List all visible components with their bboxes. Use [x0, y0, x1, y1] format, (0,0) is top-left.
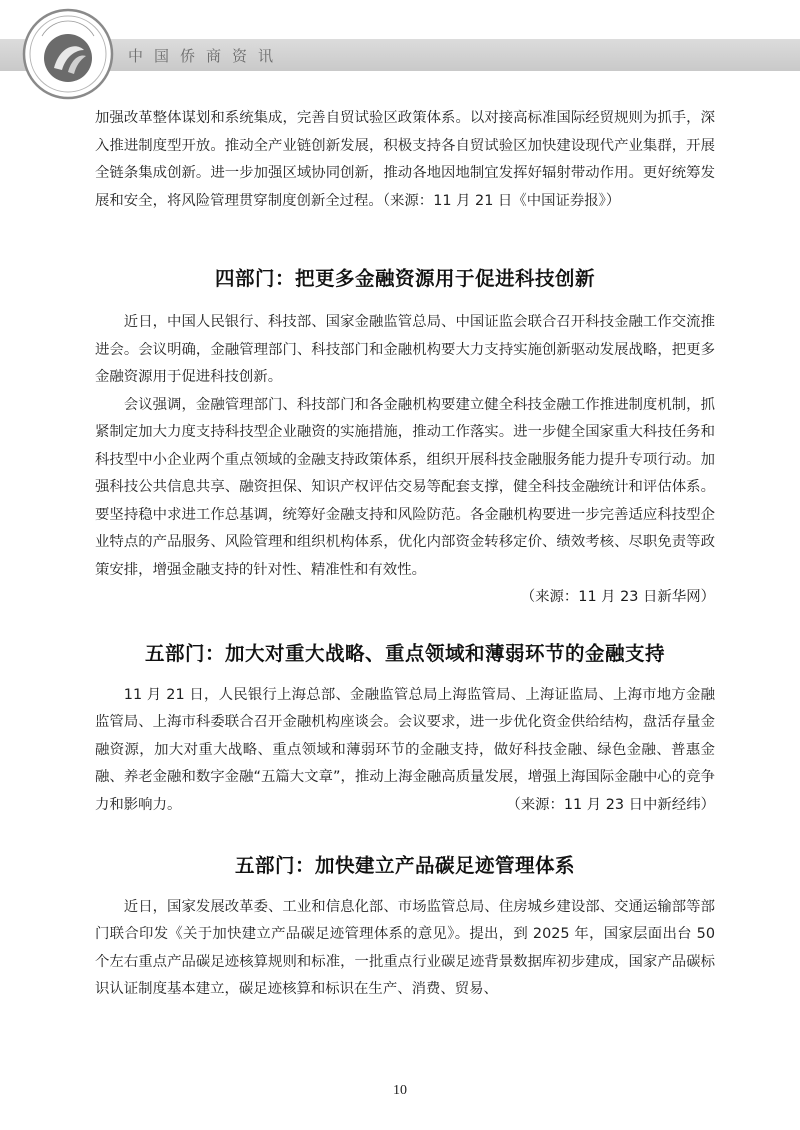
intro-source: （来源：11 月 21 日《中国证券报》）: [382, 192, 621, 209]
intro-paragraph: 加强改革整体谋划和系统集成，完善自贸试验区政策体系。以对接高标准国际经贸规则为抓手，深入推进制度型开放。推动全产业链创新发展，积极支持各自贸试验区加快建设现代产业集群，开展全链条集成创新。进一步加强区域协同创新，推动各地因地制宜发挥好辐射带动作用。更好统筹发展和安全，将风险管理贯穿制度创新全过程。（来源：11 月 21 日《中国证券报》）: [95, 110, 715, 209]
section-paragraph: 11 月 21 日，人民银行上海总部、金融监管总局上海监管局、上海证监局、上海市地方金融监管局、上海市科委联合召开金融机构座谈会。会议要求，进一步优化资金供给结构，盘活存量金融资源，加大对重大战略、重点领域和薄弱环节的金融支持，做好科技金融、绿色金融、普惠金融、养老金融和数字金融“五篇大文章”，推动上海金融高质量发展，增强上海国际金融中心的竞争力和影响力。: [95, 686, 715, 813]
section-title: 五部门：加大对重大战略、重点领域和薄弱环节的金融支持: [144, 641, 665, 665]
organization-logo: [20, 6, 116, 102]
section-source: （来源：11 月 23 日中新经纬）: [506, 797, 715, 813]
header-title: 中国侨商资讯: [128, 47, 285, 65]
header-band: [0, 39, 800, 71]
page-number: 10: [393, 1083, 407, 1098]
article-content: [95, 105, 715, 1004]
section-source: （来源：11 月 23 日新华网）: [520, 589, 715, 605]
section-paragraph: 近日，中国人民银行、科技部、国家金融监管总局、中国证监会联合召开科技金融工作交流推进会。会议明确，金融管理部门、科技部门和金融机构要大力支持实施创新驱动发展战略，把更多金融资源用于促进科技创新。: [95, 314, 715, 385]
section-paragraph: 会议强调，金融管理部门、科技部门和各金融机构要建立健全科技金融工作推进制度机制，抓紧制定加大力度支持科技型企业融资的实施措施，推动工作落实。进一步健全国家重大科技任务和科技型中小企业两个重点领域的金融支持政策体系，组织开展科技金融服务能力提升专项行动。加强科技公共信息共享、融资担保、知识产权评估交易等配套支撑，健全科技金融统计和评估体系。要坚持稳中求进工作总基调，统筹好金融支持和风险防范。各金融机构要进一步完善适应科技型企业特点的产品服务、风险管理和组织机构体系，优化内部资金转移定价、绩效考核、尽职免责等政策安排，增强金融支持的针对性、精准性和有效性。: [95, 396, 715, 578]
section-title: 四部门：把更多金融资源用于促进科技创新: [214, 267, 595, 290]
section-title: 五部门：加快建立产品碳足迹管理体系: [234, 853, 575, 877]
section-paragraph: 近日，国家发展改革委、工业和信息化部、市场监管总局、住房城乡建设部、交通运输部等部门联合印发《关于加快建立产品碳足迹管理体系的意见》。提出，到 2025 年，国家层面出台 50 个左右重点产品碳足迹核算规则和标准，一批重点行业碳足迹背景数据库初步建成，国家产品碳标识认证制度基本建立，碳足迹核算和标识在生产、消费、贸易、: [95, 898, 715, 997]
